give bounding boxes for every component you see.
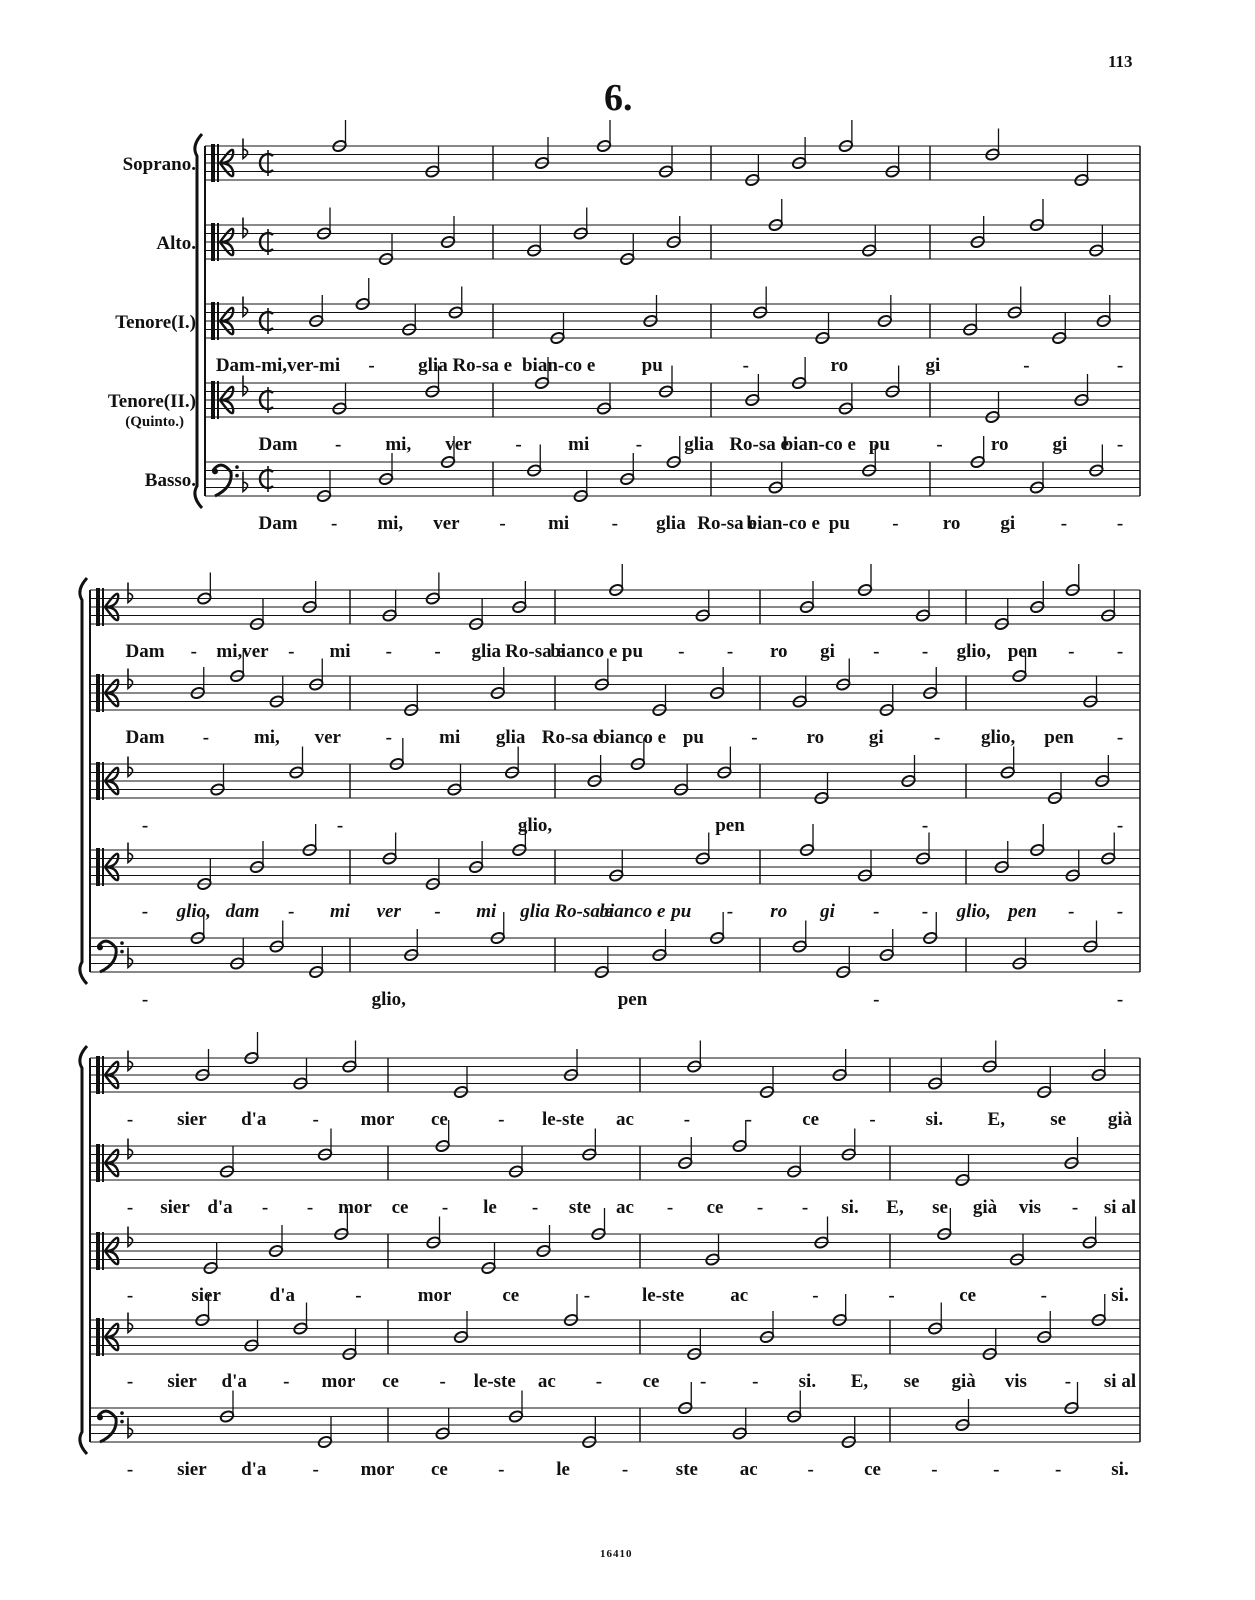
flat-icon [128, 1313, 133, 1333]
f-clef-dot [120, 1420, 124, 1424]
lyric-syllable: ce [706, 1197, 724, 1218]
lyric-syllable: glia [684, 434, 714, 455]
lyric-syllable: si al [1103, 1197, 1137, 1218]
lyric-syllable: glio, [956, 641, 991, 662]
lyric-syllable: mor [417, 1285, 452, 1306]
lyric-syllable: pen [1007, 641, 1038, 662]
staff-1 [90, 1051, 1140, 1095]
lyric-syllable: le-ste [542, 1109, 585, 1130]
lyric-syllable: già [972, 1197, 998, 1218]
lyric-syllable: - [1068, 901, 1075, 922]
lyric-syllable: d'a [241, 1109, 267, 1130]
lyric-syllable: gi [1052, 434, 1068, 455]
lyric-syllable: sier [191, 1285, 221, 1306]
lyric-syllable: - [368, 355, 375, 376]
lyric-syllable: - [921, 901, 929, 922]
lyric-syllable: le [556, 1459, 570, 1480]
lyric-syllable: - [801, 1197, 809, 1218]
f-clef-dot [120, 950, 124, 954]
c-clef-icon-stroke [102, 1144, 104, 1182]
lyric-syllable: bian-co e [746, 513, 820, 534]
lyric-syllable: - [812, 1285, 819, 1306]
lyric-syllable: le [483, 1197, 497, 1218]
c-clef-icon [211, 223, 215, 261]
lyric-syllable: ce [382, 1371, 399, 1392]
lyric-syllable: ac [537, 1371, 556, 1392]
lyric-syllable: mor [360, 1459, 395, 1480]
staff-1 [90, 583, 1140, 627]
c-clef-icon-stroke [102, 848, 104, 886]
lyric-syllable: bian-co e [521, 355, 596, 376]
lyric-syllable: - [934, 727, 941, 748]
voice-subname: (Quinto.) [125, 414, 184, 430]
f-clef-dot [120, 941, 124, 945]
lyric-syllable: ce [802, 1109, 820, 1130]
lyric-syllable: - [635, 434, 643, 455]
lyric-syllable: glia [656, 513, 686, 534]
staff-2 [90, 669, 1140, 713]
lyric-syllable: - [742, 355, 749, 376]
staff-5 [90, 1408, 1140, 1442]
lyric-syllable: - [141, 989, 149, 1010]
staff-2 [205, 218, 1140, 262]
lyric-syllable: Ro-sa e [505, 641, 565, 662]
lyric-syllable: - [126, 1371, 134, 1392]
lyric-syllable: - [921, 815, 929, 836]
lyric-syllable: si. [798, 1371, 817, 1392]
lyric-syllable: gi [925, 355, 941, 376]
c-clef-icon [96, 588, 100, 626]
lyric-syllable: Ro-sa e [729, 434, 789, 455]
c-clef-icon [211, 381, 215, 419]
lyric-syllable: E, [886, 1197, 904, 1218]
lyric-syllable: si. [1111, 1285, 1129, 1306]
lyric-syllable: glio, [371, 989, 406, 1010]
flat-icon [243, 376, 248, 396]
lyric-syllable: pen [1044, 727, 1074, 748]
lyric-syllable: mi [329, 641, 351, 662]
lyric-syllable: ce [391, 1197, 409, 1218]
flat-icon [128, 1051, 133, 1071]
lyric-syllable: sier [160, 1197, 190, 1218]
flat-icon [128, 948, 133, 968]
lyric-syllable: se [903, 1371, 920, 1392]
lyric-syllable: Dam [125, 727, 165, 748]
c-clef-icon [96, 762, 100, 800]
c-clef-icon-stroke [217, 381, 219, 419]
lyric-syllable: vis [1018, 1197, 1042, 1218]
lyric-syllable: glio, [980, 727, 1016, 748]
c-clef-icon-stroke [102, 588, 104, 626]
f-clef-dot [97, 1414, 103, 1420]
lyric-syllable: ste [568, 1197, 592, 1218]
flat-icon [243, 218, 248, 238]
lyric-syllable: se [932, 1197, 948, 1218]
lyric-syllable: ce [642, 1371, 660, 1392]
lyric-syllable: - [873, 901, 880, 922]
lyric-syllable: - [1116, 815, 1124, 836]
f-clef-dot [97, 944, 103, 950]
lyric-syllable: Ro-sa e [554, 901, 614, 922]
lyric-syllable: - [1116, 513, 1124, 534]
lyric-syllable: - [1116, 727, 1124, 748]
lyric-syllable: Dam [258, 434, 298, 455]
lyric-syllable: - [1116, 641, 1124, 662]
lyric-syllable: ac [730, 1285, 749, 1306]
lyric-syllable: - [892, 513, 899, 534]
flat-icon [128, 843, 133, 863]
lyric-syllable: si. [925, 1109, 944, 1130]
flat-icon [128, 1139, 133, 1159]
lyric-syllable: ce [864, 1459, 881, 1480]
lyric-syllable: - [888, 1285, 895, 1306]
lyric-syllable: - [141, 815, 149, 836]
lyric-syllable: mi,ver [216, 641, 269, 662]
lyric-syllable: - [931, 1459, 938, 1480]
flat-icon [243, 472, 248, 492]
lyric-syllable: sier [167, 1371, 197, 1392]
lyric-syllable: ac [739, 1459, 758, 1480]
lyric-syllable: d'a [269, 1285, 295, 1306]
c-clef-icon [96, 1056, 100, 1094]
lyric-syllable: - [202, 727, 210, 748]
lyric-syllable: pen [1008, 901, 1037, 922]
c-clef-icon-stroke [102, 674, 104, 712]
staff-5 [90, 938, 1140, 972]
lyric-syllable: gi [820, 901, 835, 922]
lyric-syllable: pen [715, 815, 745, 836]
lyric-syllable: d'a [221, 1371, 247, 1392]
lyric-syllable: - [921, 641, 929, 662]
lyric-syllable: ro [990, 434, 1009, 455]
f-clef-dot [212, 468, 218, 474]
lyric-syllable: Dam-mi,ver-mi [215, 355, 341, 376]
lyric-syllable: mi, [377, 513, 404, 534]
lyric-syllable: - [756, 1197, 764, 1218]
lyric-syllable: - [1071, 1197, 1079, 1218]
lyric-syllable: - [1040, 1285, 1048, 1306]
lyric-syllable: mor [321, 1371, 356, 1392]
lyric-syllable: pu [641, 355, 663, 376]
lyric-syllable: - [283, 1371, 290, 1392]
c-clef-icon-stroke [102, 1056, 104, 1094]
flat-icon [128, 669, 133, 689]
lyric-syllable: - [1064, 1371, 1072, 1392]
lyric-syllable: - [126, 1109, 134, 1130]
f-clef-dot [120, 1411, 124, 1415]
lyric-syllable: - [1054, 1459, 1062, 1480]
lyric-syllable: - [666, 1197, 674, 1218]
staff-3 [90, 757, 1140, 801]
lyric-syllable: - [1116, 989, 1124, 1010]
lyric-syllable: pu [868, 434, 890, 455]
lyric-syllable: ce [959, 1285, 977, 1306]
lyric-syllable: - [498, 1109, 505, 1130]
lyric-syllable: E, [850, 1371, 869, 1392]
lyric-syllable: bianco e [550, 641, 618, 662]
lyric-syllable: glia [520, 901, 550, 922]
lyric-syllable: - [726, 641, 734, 662]
c-clef-icon [211, 144, 215, 182]
lyric-syllable: - [126, 1197, 134, 1218]
lyric-syllable: glia Ro-sa e [418, 355, 513, 376]
flat-icon [243, 139, 248, 159]
lyric-syllable: ro [942, 513, 961, 534]
lyric-syllable: - [1068, 641, 1075, 662]
lyric-syllable: ro [769, 641, 788, 662]
c-clef-icon [96, 1144, 100, 1182]
lyric-syllable: - [126, 1459, 134, 1480]
c-clef-icon-stroke [217, 144, 219, 182]
lyric-syllable: mi [548, 513, 570, 534]
lyric-syllable: - [355, 1285, 362, 1306]
lyric-syllable: Ro-sa e [541, 727, 602, 748]
lyric-syllable: gi [1000, 513, 1016, 534]
lyric-syllable: - [126, 1285, 134, 1306]
lyric-syllable: ce [502, 1285, 520, 1306]
lyric-syllable: - [621, 1459, 629, 1480]
lyric-syllable: - [873, 641, 880, 662]
lyric-syllable: - [434, 901, 441, 922]
lyric-syllable: E, [987, 1109, 1005, 1130]
lyric-syllable: pen [617, 989, 648, 1010]
c-clef-icon [96, 848, 100, 886]
lyric-syllable: - [330, 513, 338, 534]
f-clef-dot [235, 465, 239, 469]
lyric-syllable: - [385, 727, 392, 748]
lyric-syllable: - [1023, 355, 1030, 376]
lyric-syllable: ac [616, 1197, 634, 1218]
lyric-syllable: - [336, 815, 344, 836]
lyric-syllable: - [745, 1109, 752, 1130]
lyric-syllable: - [699, 1371, 707, 1392]
lyric-syllable: già [1107, 1109, 1133, 1130]
lyric-syllable: sier [177, 1109, 207, 1130]
lyric-syllable: gi [820, 641, 835, 662]
lyric-syllable: - [334, 434, 342, 455]
voice-name: Soprano. [122, 154, 196, 175]
lyric-syllable: - [306, 1197, 314, 1218]
lyric-syllable: mi [439, 727, 461, 748]
lyric-syllable: ver [433, 513, 460, 534]
lyric-syllable: pu [621, 641, 644, 662]
lyric-syllable: - [1116, 901, 1124, 922]
lyric-syllable: - [807, 1459, 814, 1480]
lyric-syllable: pu [828, 513, 850, 534]
lyric-syllable: - [678, 641, 685, 662]
voice-name: Tenore(I.) [115, 312, 196, 333]
system-bracket [80, 1046, 87, 1454]
lyric-syllable: ver [314, 727, 341, 748]
lyric-syllable: si. [1111, 1459, 1129, 1480]
c-clef-icon-stroke [102, 1232, 104, 1270]
lyric-syllable: - [439, 1371, 446, 1392]
lyric-syllable: - [583, 1285, 591, 1306]
system-3 [80, 1032, 1140, 1480]
flat-icon [243, 297, 248, 317]
lyric-syllable: bian-co e [782, 434, 856, 455]
lyric-syllable: mi [476, 901, 497, 922]
f-clef-dot [235, 474, 239, 478]
lyric-syllable: bianco e [598, 727, 667, 748]
lyric-syllable: - [141, 901, 149, 922]
lyric-syllable: già [951, 1371, 976, 1392]
lyric-syllable: le-ste [473, 1371, 516, 1392]
lyric-syllable: d'a [241, 1459, 267, 1480]
lyric-syllable: - [595, 1371, 603, 1392]
flat-icon [128, 583, 133, 603]
lyric-syllable: glio, [956, 901, 991, 922]
lyric-syllable: ver [376, 901, 401, 922]
lyric-syllable: - [288, 641, 295, 662]
lyric-syllable: - [1060, 513, 1068, 534]
lyric-syllable: ste [675, 1459, 698, 1480]
lyric-syllable: le-ste [641, 1285, 685, 1306]
staff-2 [90, 1139, 1140, 1183]
lyric-syllable: ro [770, 901, 788, 922]
staff-4 [90, 843, 1140, 887]
lyric-syllable: glia [495, 727, 526, 748]
voice-name: Basso. [144, 470, 196, 491]
lyric-syllable: - [1116, 434, 1124, 455]
lyric-syllable: si. [841, 1197, 859, 1218]
lyric-syllable: bianco e [599, 901, 666, 922]
lyric-syllable: glio, [517, 815, 553, 836]
lyric-syllable: ce [430, 1459, 448, 1480]
lyric-syllable: - [261, 1197, 269, 1218]
lyric-syllable: dam [225, 901, 260, 922]
lyric-syllable: glia [471, 641, 502, 662]
lyric-syllable: - [499, 513, 506, 534]
lyric-syllable: - [751, 727, 758, 748]
lyric-syllable: d'a [207, 1197, 233, 1218]
lyric-syllable: mi [568, 434, 590, 455]
lyric-syllable: - [993, 1459, 1000, 1480]
lyric-syllable: - [869, 1109, 876, 1130]
c-clef-icon [96, 1232, 100, 1270]
lyric-syllable: pu [682, 727, 705, 748]
voice-name: Alto. [156, 233, 196, 254]
lyric-syllable: si al [1103, 1371, 1137, 1392]
lyric-syllable: - [611, 513, 618, 534]
lyric-syllable: - [312, 1109, 319, 1130]
lyric-syllable: Dam [258, 513, 298, 534]
lyric-syllable: - [498, 1459, 505, 1480]
piece-number: 6. [604, 77, 633, 119]
c-clef-icon-stroke [102, 762, 104, 800]
lyric-syllable: - [190, 641, 197, 662]
lyric-syllable: mi, [253, 727, 280, 748]
lyric-syllable: vis [1004, 1371, 1027, 1392]
system-2 [80, 564, 1140, 1010]
lyric-syllable: mi [329, 901, 351, 922]
lyric-syllable: - [441, 1197, 449, 1218]
c-clef-icon-stroke [102, 1318, 104, 1356]
lyric-syllable: Ro-sa e [697, 513, 757, 534]
c-clef-icon-stroke [217, 302, 219, 340]
lyric-syllable: - [873, 989, 880, 1010]
lyric-syllable: se [1050, 1109, 1067, 1130]
lyric-syllable: pu [671, 901, 692, 922]
lyric-syllable: sier [177, 1459, 207, 1480]
flat-icon [128, 1227, 133, 1247]
c-clef-icon-stroke [217, 223, 219, 261]
lyric-syllable: - [515, 434, 522, 455]
c-clef-icon [96, 1318, 100, 1356]
plate-number: 16410 [600, 1548, 633, 1560]
staff-3 [90, 1227, 1140, 1271]
lyric-syllable: - [434, 641, 441, 662]
lyric-syllable: - [752, 1371, 759, 1392]
lyric-syllable: - [936, 434, 943, 455]
lyric-syllable: - [531, 1197, 539, 1218]
c-clef-icon [211, 302, 215, 340]
flat-icon [128, 1418, 133, 1438]
system-1 [195, 120, 1140, 534]
lyric-syllable: mor [360, 1109, 395, 1130]
lyric-syllable: - [288, 901, 295, 922]
lyric-syllable: - [312, 1459, 319, 1480]
system-bracket [80, 578, 87, 984]
staff-3 [205, 297, 1140, 341]
lyric-syllable: - [1116, 355, 1124, 376]
lyric-syllable: ac [616, 1109, 634, 1130]
lyric-syllable: mi, [385, 434, 412, 455]
flat-icon [128, 757, 133, 777]
page-number: 113 [1108, 52, 1133, 71]
lyric-syllable: ro [830, 355, 849, 376]
lyric-syllable: mor [338, 1197, 372, 1218]
voice-name: Tenore(II.) [107, 391, 196, 412]
lyric-syllable: gi [868, 727, 884, 748]
lyric-syllable: ver [445, 434, 472, 455]
lyric-syllable: glio, [176, 901, 211, 922]
lyric-syllable: - [683, 1109, 691, 1130]
lyric-syllable: ce [430, 1109, 448, 1130]
c-clef-icon [96, 674, 100, 712]
lyric-syllable: - [726, 901, 734, 922]
lyric-syllable: Dam [125, 641, 165, 662]
lyric-syllable: - [385, 641, 392, 662]
lyric-syllable: ro [806, 727, 825, 748]
